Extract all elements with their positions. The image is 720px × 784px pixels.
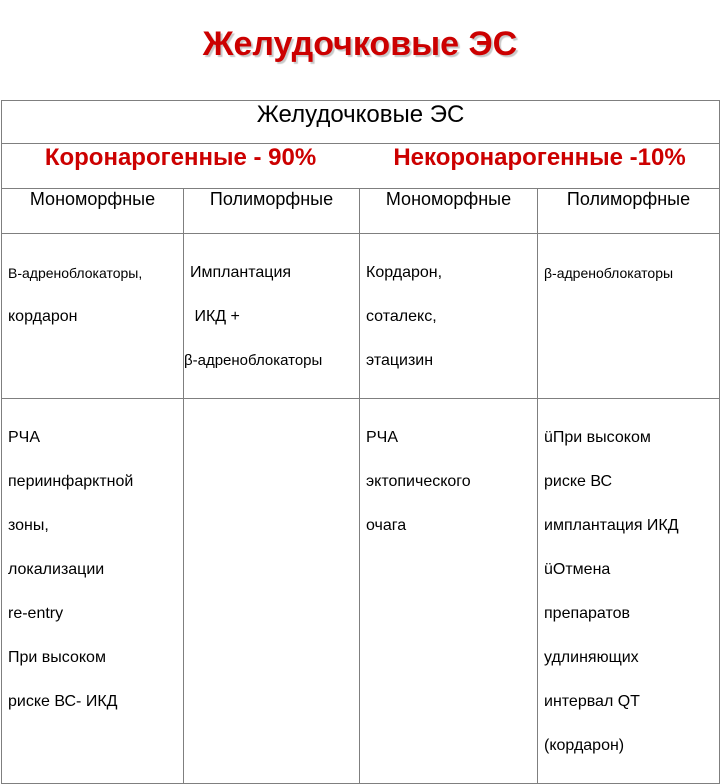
drugs-cell-coronarogenic-poly (184, 234, 360, 399)
ventricular-es-table (1, 100, 720, 784)
cell-line: В-адреноблокаторы, (8, 265, 143, 281)
cell-line: re-entry (8, 605, 64, 622)
cell-line: периинфарктной (8, 473, 134, 490)
cell-line: При высоком (8, 649, 106, 666)
drugs-cell-coronarogenic-mono (2, 234, 184, 399)
cell-line: удлиняющих (544, 649, 639, 666)
cell-line: (кордарон) (544, 737, 625, 754)
ablation-cell-coronarogenic-mono (2, 399, 184, 784)
cell-line: интервал QT (544, 693, 640, 710)
morphology-cell: Полиморфные (538, 189, 720, 234)
cell-line: зоны, (8, 517, 49, 534)
drugs-cell-noncoronarogenic-mono (360, 234, 538, 399)
group-coronarogenic: Коронарогенные - 90% (2, 144, 360, 189)
cell-line: β-адреноблокаторы (544, 265, 674, 281)
cell-line: ИКД + (190, 308, 240, 325)
morphology-row (2, 189, 720, 234)
ablation-row (2, 399, 720, 784)
cell-line: риске ВС- ИКД (8, 693, 118, 710)
ablation-cell-noncoronarogenic-mono (360, 399, 538, 784)
table-header-row (2, 101, 720, 144)
table-header: Желудочковые ЭС (2, 101, 720, 144)
cell-line: кордарон (8, 308, 78, 325)
morphology-cell: Полиморфные (184, 189, 360, 234)
drugs-row (2, 234, 720, 399)
cell-line: РЧА (8, 429, 41, 446)
cell-line: риске ВС (544, 473, 613, 490)
morphology-cell: Мономорфные (2, 189, 184, 234)
cell-line: очага (366, 517, 407, 534)
cell-line: эктопического (366, 473, 471, 490)
cell-line: Имплантация (190, 264, 292, 281)
cell-line: Кордарон, (366, 264, 443, 281)
group-row (2, 144, 720, 189)
cell-line: локализации (8, 561, 105, 578)
ablation-cell-noncoronarogenic-poly (538, 399, 720, 784)
ablation-cell-coronarogenic-poly-empty (184, 399, 360, 784)
group-non-coronarogenic: Некоронарогенные -10% (360, 144, 720, 189)
cell-line: этацизин (366, 352, 434, 369)
cell-line: соталекс, (366, 308, 437, 325)
morphology-cell: Мономорфные (360, 189, 538, 234)
cell-line: препаратов (544, 605, 631, 622)
slide-title: Желудочковые ЭС (202, 25, 518, 63)
cell-line: üОтмена (544, 561, 611, 578)
drugs-cell-noncoronarogenic-poly (538, 234, 720, 399)
cell-line: РЧА (366, 429, 399, 446)
cell-line: β-адреноблокаторы (184, 352, 323, 369)
cell-line: имплантация ИКД (544, 517, 679, 534)
cell-line: üПри высоком (544, 429, 651, 446)
